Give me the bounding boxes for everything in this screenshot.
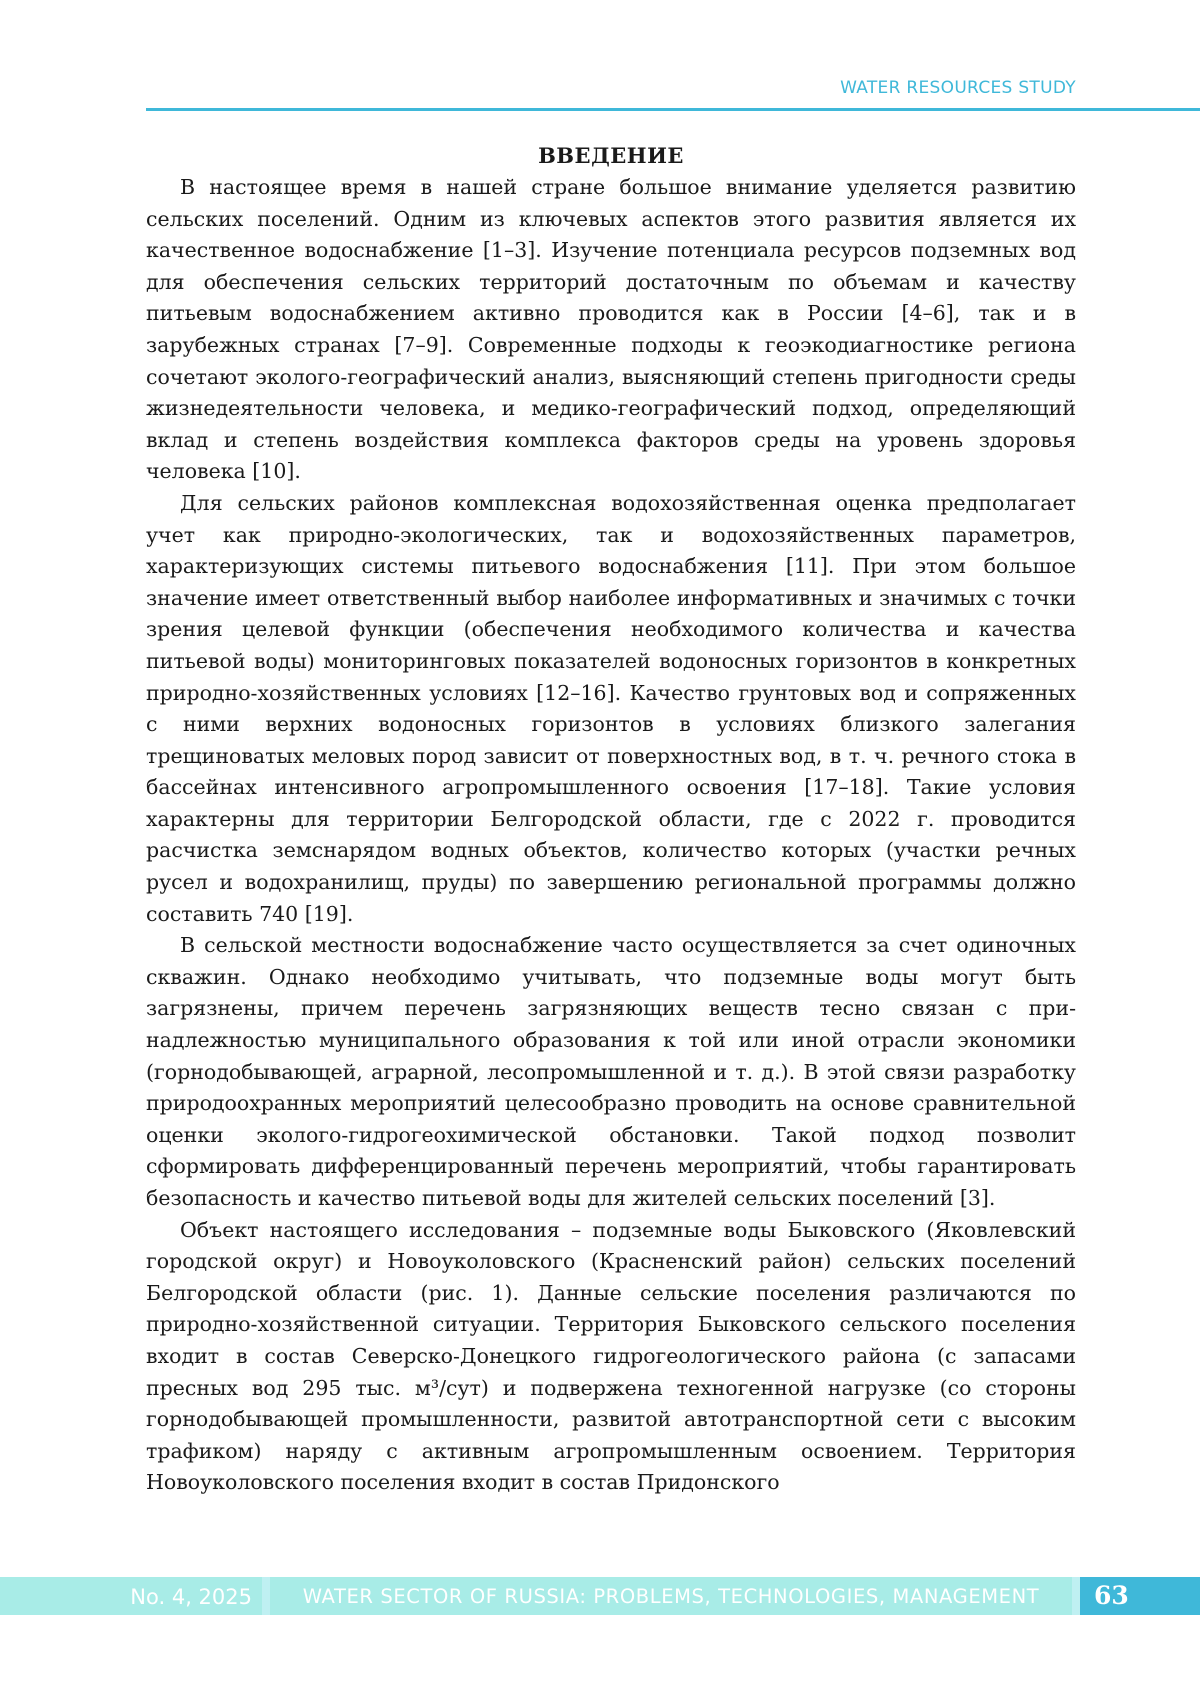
running-title: WATER RESOURCES STUDY [840, 78, 1076, 98]
page-number: 63 [1080, 1577, 1200, 1615]
paragraph: Объект настоящего исследования – подземные воды Быковского (Яковлевский городской округ) и Новоуколовского (Красненский район) сельских поселений Белгородской области (рис. 1). Данные сельские поселения различаются по природно-хозяйственной ситуации. Территория Быковского сельского поселения входит в состав Северско-Донецкого гидрогеологического района (с запасами пресных вод 295 тыс. м³/сут) и подвержена техногенной нагрузке (со стороны горнодобывающей промышленности, развитой автотранспортной сети с высоким трафиком) наряду с активным агропромышленным освоением. Территория Новоуколовского поселения входит в состав Придонского [146, 1217, 1076, 1495]
section-title: ВВЕДЕНИЕ [538, 143, 684, 168]
footer-journal-title: WATER SECTOR OF RUSSIA: PROBLEMS, TECHNOLOGIES, MANAGEMENT [270, 1577, 1072, 1615]
paragraph: В настоящее время в нашей стране большое внимание уделяется развитию сельских поселений. Одним из ключевых аспектов этого развития является их качественное водоснабжение [1–3]. Изучение потенциала ресурсов подземных вод для обеспечения сельских территорий достаточным по объемам и качеству питьевым водоснабжением активно проводится как в России [4–6], так и в зарубежных странах [7–9]. Современные подходы к геоэкодиагностике региона сочетают эколого-географический анализ, выясняющий степень пригодности среды жизнедеятельности человека, и медико-географический подход, определяющий вклад и степень воздействия комплекса факторов среды на уровень здоровья человека [10]. [146, 175, 1076, 484]
paragraph: В сельской местности водоснабжение часто осуществляется за счет одиночных скважин. Однако необходимо учитывать, что подземные воды могут быть загрязнены, причем перечень загрязняющих веществ тесно связан с принадлежностью муниципального образования к той или иной отрасли экономики (горнодобывающей, аграрной, лесопромышленной и т. д.). В этой связи разработку природоохранных мероприятий целесообразно проводить на основе сравнительной оценки эколого-гидрогеохимической обстановки. Такой подход позволит сформировать дифференцированный перечень мероприятий, чтобы гарантировать безопасность и качество питьевой воды для жителей сельских поселений [3]. [146, 933, 1076, 1210]
paragraph: Для сельских районов комплексная водохозяйственная оценка предполагает учет как природно-экологических, так и водохозяйственных параметров, характеризующих системы питьевого водоснабжения [11]. При этом большое значение имеет ответственный выбор наиболее информативных и значимых с точки зрения целевой функции (обеспечения необходимого количества и качества питьевой воды) мониторинговых показателей водоносных горизонтов в конкретных природно-хозяйственных условиях [12–16]. Качество грунтовых вод и сопряженных с ними верхних водоносных горизонтов в условиях близкого залегания трещиноватых меловых пород зависит от поверхностных вод, в т. ч. речного стока в бассейнах интенсивного агропромышленного освоения [17–18]. Такие условия характерны для территории Белгородской области, где с 2022 г. проводится расчистка земснарядом водных объектов, количество которых (участки речных русел и водохранилищ, пруды) по завершению региональной программы должно составить 740 [19]. [146, 490, 1076, 926]
header-rule [146, 108, 1200, 111]
article-body [146, 140, 1076, 1499]
footer-issue: No. 4, 2025 [0, 1577, 262, 1615]
